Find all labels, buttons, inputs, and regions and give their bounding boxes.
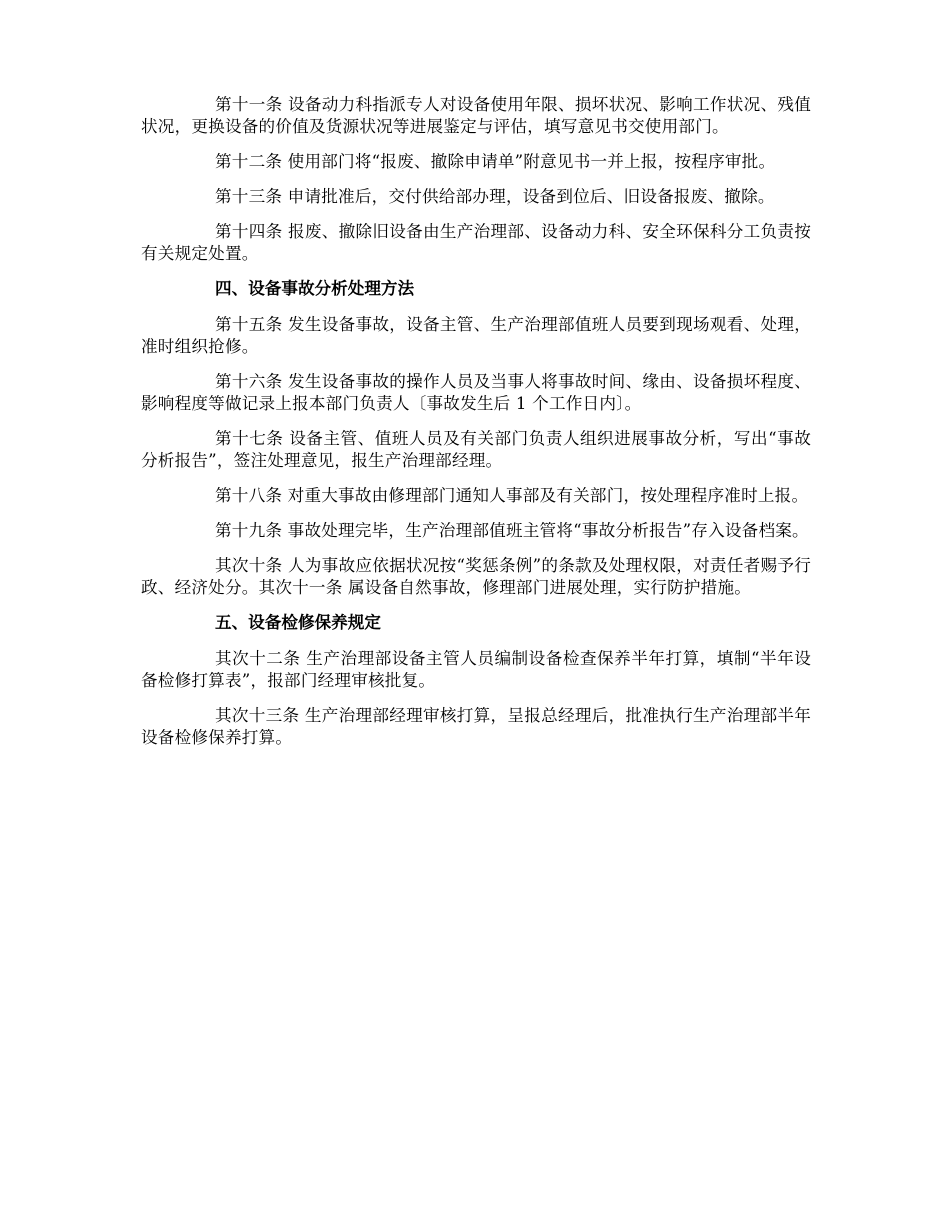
article-20-21: 其次十条 人为事故应依据状况按“奖惩条例”的条款及处理权限，对责任者赐予行政、经济处分。其次十一条 属设备自然事故，修理部门进展处理，实行防护措施。 [141,556,811,597]
article-19: 第十九条 事故处理完毕，生产治理部值班主管将“事故分析报告”存入设备档案。 [215,521,809,540]
article-17: 第十七条 设备主管、值班人员及有关部门负责人组织进展事故分析，写出“事故分析报告”，签注处理意见，报生产治理部经理。 [141,429,811,470]
article-22: 其次十二条 生产治理部设备主管人员编制设备检查保养半年打算，填制“半年设备检修打算表”，报部门经理审核批复。 [141,649,811,690]
section-heading-4: 四、设备事故分析处理方法 [215,279,415,298]
article-23: 其次十三条 生产治理部经理审核打算，呈报总经理后，批准执行生产治理部半年设备检修保养打算。 [141,706,811,747]
article-16: 第十六条 发生设备事故的操作人员及当事人将事故时间、缘由、设备损坏程度、影响程度等做记录上报本部门负责人〔事故发生后 1 个工作日内〕。 [141,372,811,413]
article-13: 第十三条 申请批准后，交付供给部办理，设备到位后、旧设备报废、撤除。 [215,187,775,206]
article-15: 第十五条 发生设备事故，设备主管、生产治理部值班人员要到现场观看、处理，准时组织抢修。 [141,315,811,356]
article-11: 第十一条 设备动力科指派专人对设备使用年限、损坏状况、影响工作状况、残值状况，更换设备的价值及货源状况等进展鉴定与评估，填写意见书交使用部门。 [141,95,811,136]
document-page [141,94,811,762]
article-14: 第十四条 报废、撤除旧设备由生产治理部、设备动力科、安全环保科分工负责按有关规定处置。 [141,222,811,263]
article-18: 第十八条 对重大事故由修理部门通知人事部及有关部门，按处理程序准时上报。 [215,486,809,505]
section-heading-5: 五、设备检修保养规定 [215,613,381,632]
article-12: 第十二条 使用部门将“报废、撤除申请单”附意见书一并上报，按程序审批。 [215,152,776,171]
